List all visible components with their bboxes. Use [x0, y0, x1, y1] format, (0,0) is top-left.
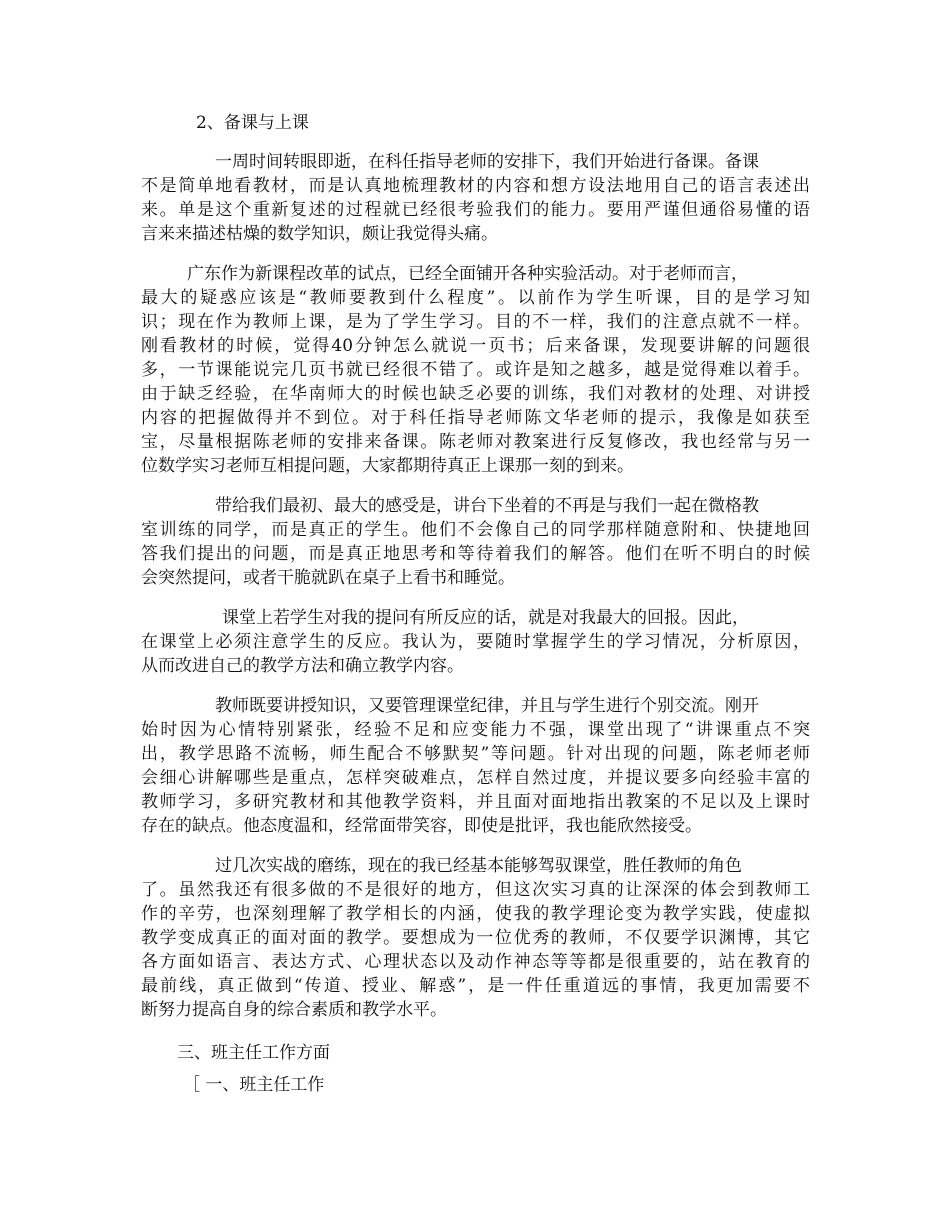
- paragraph-line: 最前线，真正做到“传道、授业、解惑”，是一件任重道远的事情，我更加需要不: [141, 976, 810, 996]
- paragraph-line: 会细心讲解哪些是重点，怎样突破难点，怎样自然过度，并提议要多向经验丰富的: [141, 768, 810, 788]
- paragraph-line: 位数学实习老师互相提问题，大家都期待真正上课那一刻的到来。: [141, 456, 634, 476]
- paragraph-line: 刚看教材的时候，觉得40分钟怎么就说一页书；后来备课，发现要讲解的问题很: [141, 336, 810, 356]
- paragraph-line: 言来来描述枯燥的数学知识，颇让我觉得头痛。: [141, 224, 498, 244]
- paragraph-line: 了。虽然我还有很多做的不是很好的地方，但这次实习真的让深深的体会到教师工: [141, 880, 810, 900]
- paragraph-line: 教学变成真正的面对面的教学。要想成为一位优秀的教师，不仅要学识渊博，其它: [141, 928, 810, 948]
- paragraph-line: 教师既要讲授知识，又要管理课堂纪律，并且与学生进行个别交流。刚开: [215, 696, 759, 716]
- paragraph-line: 从而改进自己的教学方法和确立教学内容。: [141, 656, 464, 676]
- paragraph-line: 识；现在作为教师上课，是为了学生学习。目的不一样，我们的注意点就不一样。: [141, 312, 810, 332]
- paragraph-line: 由于缺乏经验，在华南师大的时候也缺乏必要的训练，我们对教材的处理、对讲授: [141, 384, 810, 404]
- paragraph-line: 断努力提高自身的综合素质和教学水平。: [141, 1000, 447, 1020]
- paragraph-line: 教师学习，多研究教材和其他教学资料，并且面对面地指出教案的不足以及上课时: [141, 792, 810, 812]
- section-heading: 2、备课与上课: [196, 113, 309, 133]
- paragraph-line: 课堂上若学生对我的提问有所反应的话，就是对我最大的回报。因此，: [222, 608, 749, 628]
- paragraph-line: 各方面如语言、表达方式、心理状态以及动作神态等等都是很重要的，站在教育的: [141, 952, 810, 972]
- paragraph-line: 过几次实战的磨练，现在的我已经基本能够驾驭课堂，胜任教师的角色: [215, 856, 742, 876]
- paragraph-line: 会突然提问，或者干脆就趴在桌子上看书和睡觉。: [141, 568, 515, 588]
- paragraph-line: 最大的疑惑应该是“教师要教到什么程度”。以前作为学生听课，目的是学习知: [141, 288, 810, 308]
- paragraph-line: 广东作为新课程改革的试点，已经全面铺开各种实验活动。对于老师而言，: [187, 264, 748, 284]
- paragraph-line: 不是简单地看教材，而是认真地梳理教材的内容和想方设法地用自己的语言表述出: [141, 176, 810, 196]
- paragraph-line: 在课堂上必须注意学生的反应。我认为，要随时掌握学生的学习情况，分析原因，: [141, 632, 810, 652]
- paragraph-line: 多，一节课能说完几页书就已经很不错了。或许是知之越多，越是觉得难以着手。: [141, 360, 810, 380]
- paragraph-line: 带给我们最初、最大的感受是，讲台下坐着的不再是与我们一起在微格教: [215, 496, 759, 516]
- paragraph-line: 答我们提出的问题，而是真正地思考和等待着我们的解答。他们在听不明白的时候: [141, 544, 810, 564]
- paragraph-line: 内容的把握做得并不到位。对于科任指导老师陈文华老师的提示，我像是如获至: [141, 408, 810, 428]
- paragraph-line: 一周时间转眼即逝，在科任指导老师的安排下，我们开始进行备课。备课: [215, 152, 759, 172]
- paragraph-line: 出，教学思路不流畅，师生配合不够默契”等问题。针对出现的问题，陈老师老师: [141, 744, 810, 764]
- paragraph-line: 作的辛劳，也深刻理解了教学相长的内涵，使我的教学理论变为教学实践，使虚拟: [141, 904, 810, 924]
- paragraph-line: 来。单是这个重新复述的过程就已经很考验我们的能力。要用严谨但通俗易懂的语: [141, 200, 810, 220]
- paragraph-line: 宝，尽量根据陈老师的安排来备课。陈老师对教案进行反复修改，我也经常与另一: [141, 432, 810, 452]
- paragraph-line: 室训练的同学，而是真正的学生。他们不会像自己的同学那样随意附和、快捷地回: [141, 520, 810, 540]
- section-heading: 三、班主任工作方面: [177, 1043, 330, 1063]
- paragraph-line: 存在的缺点。他态度温和，经常面带笑容，即使是批评，我也能欣然接受。: [141, 816, 702, 836]
- paragraph-line: 始时因为心情特别紧张，经验不足和应变能力不强，课堂出现了“讲课重点不突: [141, 720, 810, 740]
- subsection-heading: ［ 一、班主任工作: [183, 1075, 325, 1095]
